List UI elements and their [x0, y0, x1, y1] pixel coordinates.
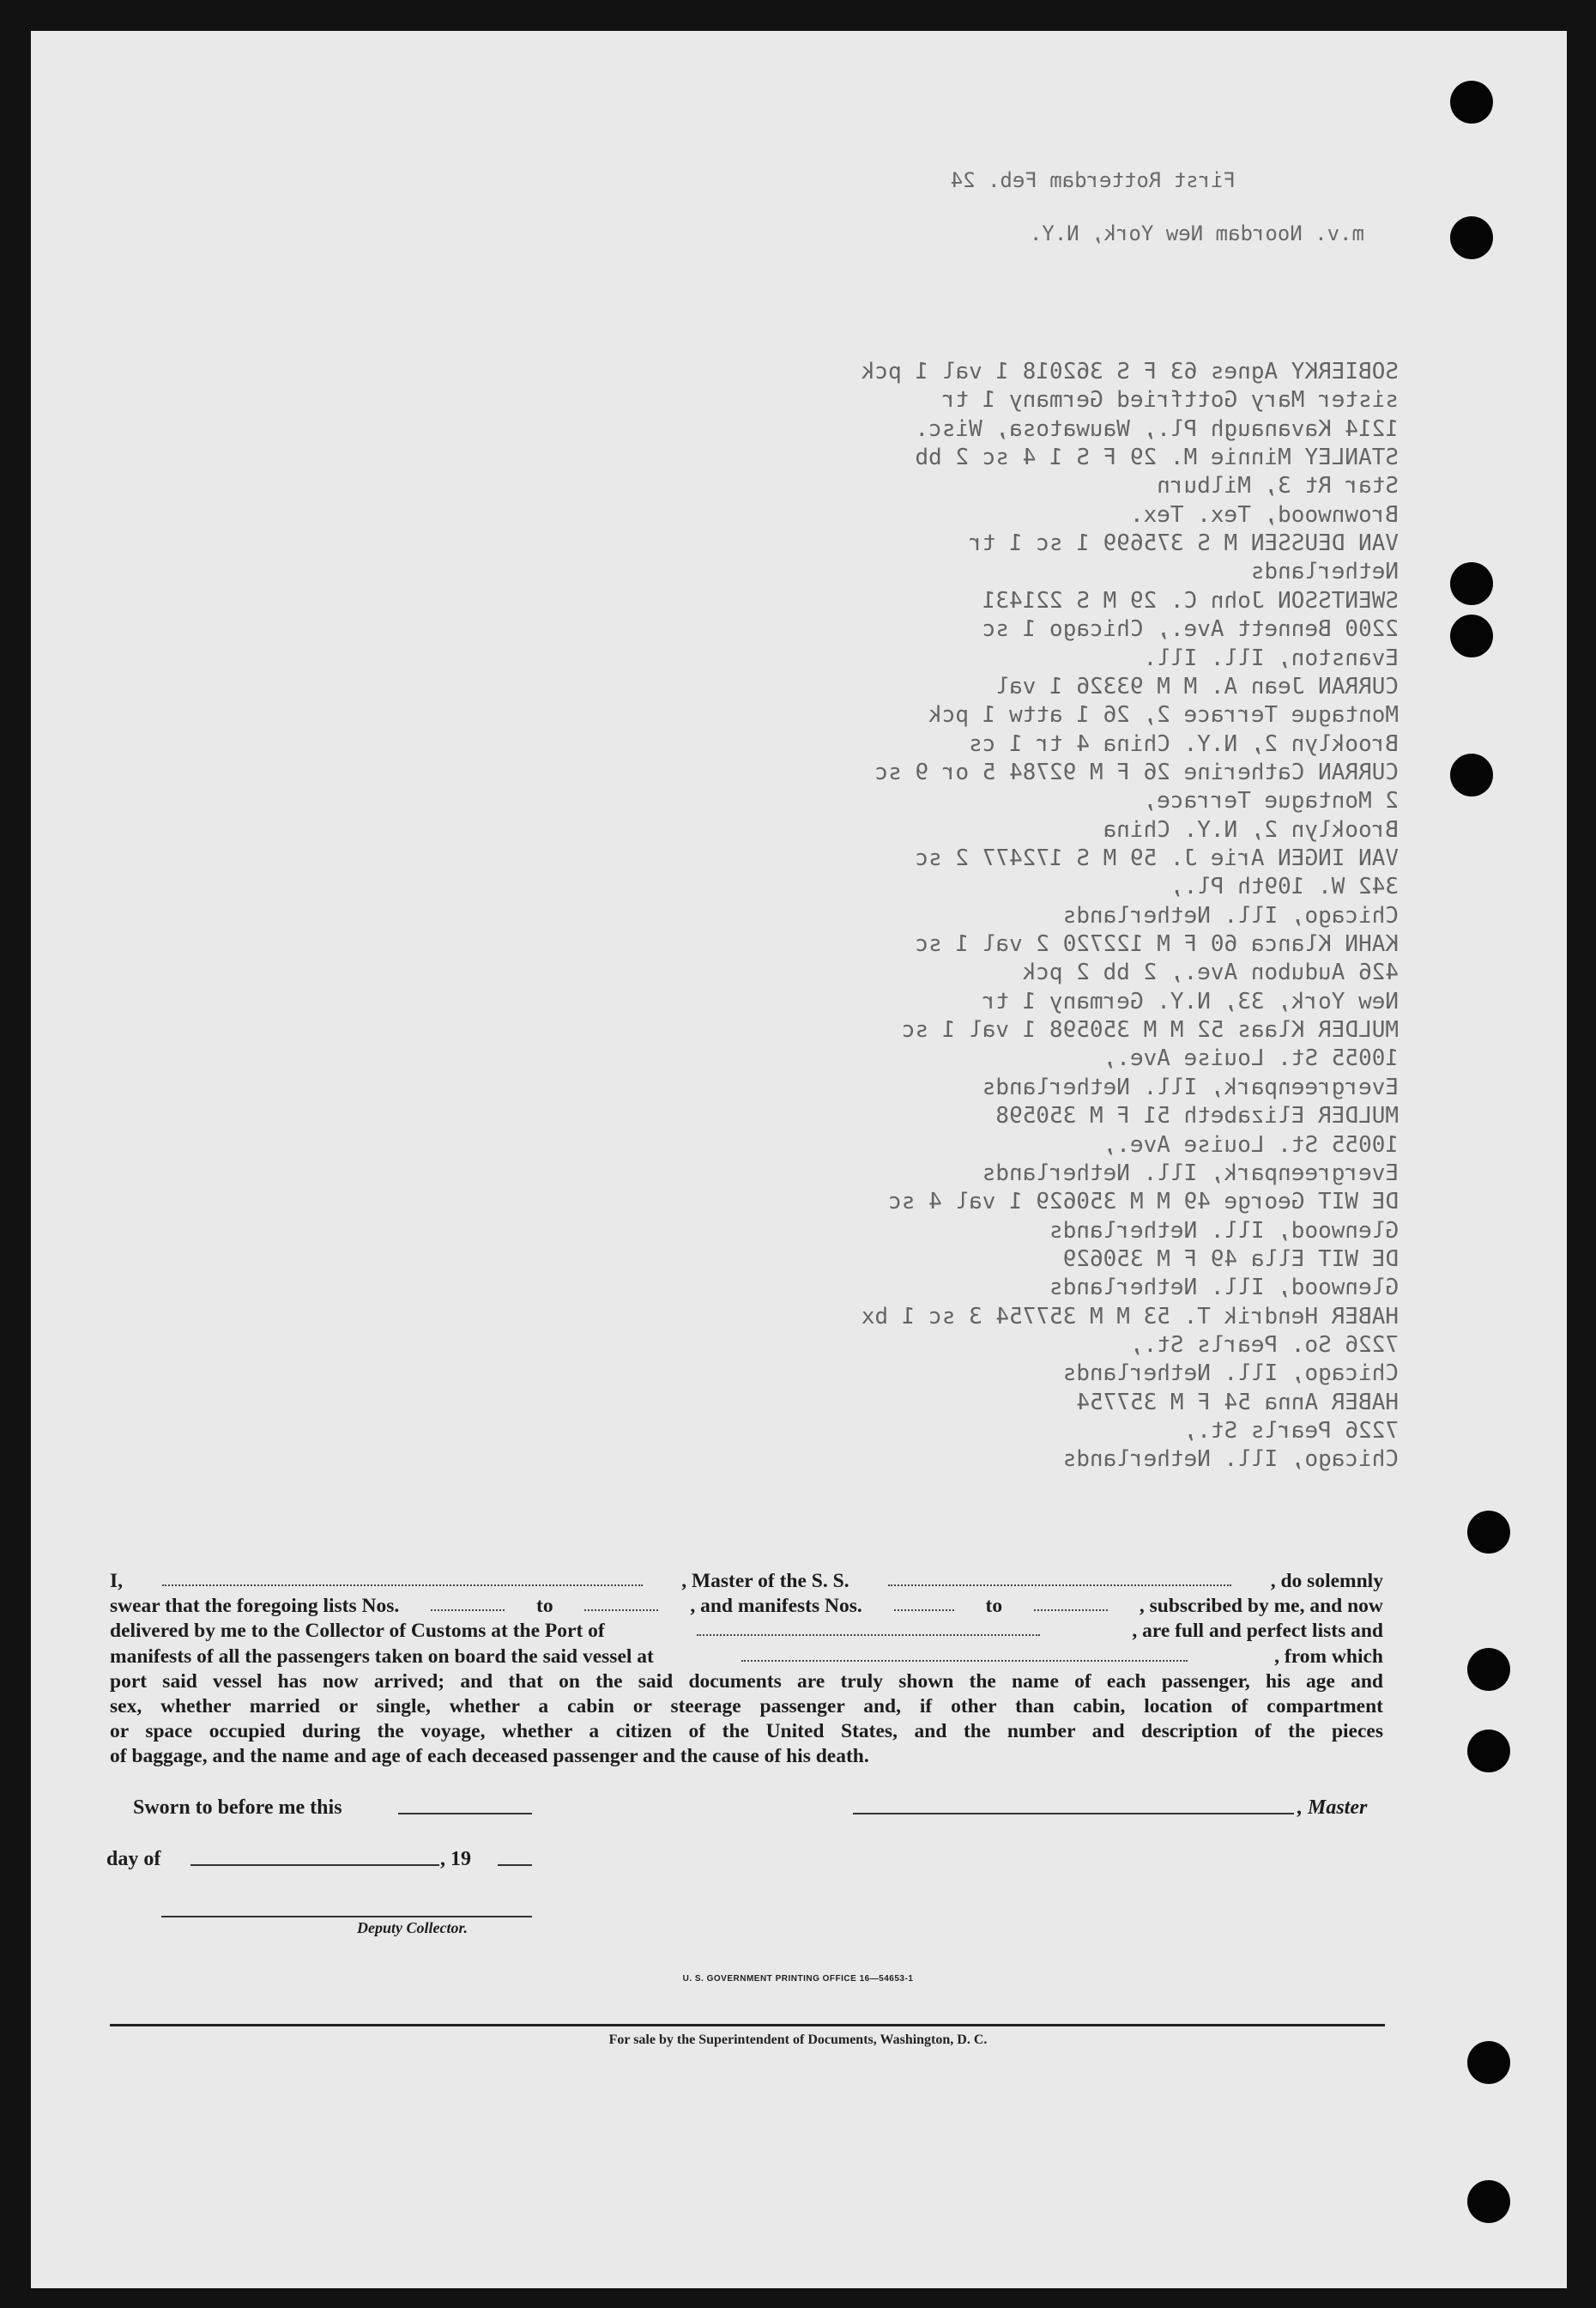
mirrored-entry-line: VAN DEUSSEN M S 375699 1 sc 1 tr [969, 530, 1399, 557]
oath-vessel-at: manifests of all the passengers taken on board the said vessel at [110, 1645, 654, 1668]
mirrored-entry-line: 7226 Pearls St., [1183, 1418, 1399, 1445]
mirrored-entry-line: MULDER Klaas 52 M M 350598 1 val 1 sc [901, 1017, 1399, 1044]
mirrored-entry-line: Netherlands [1250, 559, 1399, 585]
oath-line-5: port said vessel has now arrived; and that on the said documents are truly shown the name of each passenger, his age and [110, 1669, 1383, 1693]
mirrored-entry-line: CURRAN Jean A. M M 93326 1 val [995, 673, 1399, 700]
mirrored-entry-line: Evanston, Ill. Ill. [1143, 645, 1399, 671]
mirrored-entry-line: 2200 Bennett Ave., Chicago 1 sc [982, 616, 1399, 643]
mirrored-entry-line: MULDER Elizabeth 51 F M 350598 [995, 1103, 1399, 1130]
year-text: , 19 [440, 1848, 471, 1870]
mirrored-entry-line: Chicago, Ill. Netherlands [1062, 1360, 1399, 1387]
oath-do-solemnly: , do solemnly [1270, 1570, 1383, 1592]
oath-subscribed: , subscribed by me, and now [1139, 1595, 1383, 1618]
for-sale-notice: For sale by the Superintendent of Documents, Washington, D. C. [608, 2032, 988, 2047]
binder-hole [1467, 1648, 1510, 1691]
oath-port-of: delivered by me to the Collector of Customs at the Port of [110, 1620, 605, 1643]
oath-line-6: sex, whether married or single, whether a cabin or steerage passenger and, if other than cabin, location of compartment [110, 1695, 1383, 1718]
oath-paragraph [110, 1569, 1383, 1770]
manifest-from-field[interactable] [894, 1594, 954, 1611]
oath-line-2 [110, 1594, 1383, 1619]
oath-line-8: of baggage, and the name and age of each deceased passenger and the cause of his death. [110, 1745, 869, 1768]
mirrored-entry-line: SWENTSSON John C. 29 M S 221431 [982, 587, 1399, 614]
mirrored-entry-line: Glenwood, Ill. Netherlands [1049, 1217, 1399, 1244]
mirrored-entry-line: 1214 Kavanaugh Pl., Wauwatosa, Wisc. [915, 415, 1399, 442]
mirrored-entry-line: Evergreenpark, Ill. Netherlands [982, 1160, 1399, 1186]
list-from-field[interactable] [431, 1594, 505, 1611]
binder-hole [1467, 2180, 1510, 2223]
binder-hole [1450, 615, 1493, 657]
ship-name-field[interactable] [888, 1569, 1231, 1586]
binder-hole [1467, 1511, 1510, 1554]
day-of-label [106, 1848, 160, 1871]
port-field[interactable] [697, 1619, 1040, 1636]
binder-hole [1450, 81, 1493, 124]
year-field[interactable] [498, 1863, 532, 1866]
oath-to-1: to [536, 1595, 553, 1618]
oath-line-4 [110, 1645, 1383, 1669]
mirrored-entry-line: 426 Audubon Ave., 2 bb 2 pck [1022, 960, 1399, 986]
mirrored-entry-line: sister Mary Gottfried Germany 1 tr [941, 387, 1399, 414]
deputy-collector-text: Deputy Collector. [357, 1919, 468, 1936]
oath-line-7: or space occupied during the voyage, whether a citizen of the United States, and the number and description of the pieces [110, 1720, 1383, 1743]
master-label [1297, 1796, 1367, 1820]
mirrored-entry-line: DE WIT George 49 M M 350629 1 val 4 sc [888, 1189, 1399, 1215]
mirrored-entry-line: 7226 So. Pearls St., [1129, 1332, 1399, 1359]
oath-lists-nos: swear that the foregoing lists Nos. [110, 1595, 400, 1618]
mirrored-entry-line: 2 Montague Terrace, [1143, 788, 1399, 815]
binder-hole [1467, 1729, 1510, 1772]
mirrored-entry-line: 10055 St. Louise Ave., [1103, 1131, 1399, 1158]
mirrored-entry-line: 342 W. 109th Pl., [1170, 874, 1399, 900]
footer-rule [110, 2024, 1385, 2026]
mirrored-entry-line: KAHN Klanca 60 F M 122720 2 val 1 sc [915, 931, 1399, 958]
mirrored-entry-line: STANLEY Minnie M. 29 F S 1 4 sc 2 bb [915, 445, 1399, 471]
oath-line-3 [110, 1619, 1383, 1644]
oath-full-perfect: , are full and perfect lists and [1132, 1620, 1383, 1643]
manifest-to-field[interactable] [1034, 1594, 1108, 1611]
mirrored-entry-line: Brooklyn 2, N.Y. China [1103, 816, 1399, 843]
mirrored-entry-line: DE WIT Ella 49 F M 350629 [1062, 1245, 1399, 1272]
printing-office-mark: U. S. GOVERNMENT PRINTING OFFICE 16—54653-1 [682, 1974, 914, 1984]
mirrored-entry-line: Brownwood, Tex. Tex. [1129, 501, 1399, 528]
binder-hole [1450, 562, 1493, 605]
oath-manifests-nos: , and manifests Nos. [690, 1595, 862, 1618]
mirrored-entry-line: Evergreenpark, Ill. Netherlands [982, 1074, 1399, 1100]
master-signature-field[interactable] [853, 1811, 1294, 1814]
mirrored-entry-line: Chicago, Ill. Netherlands [1062, 1446, 1399, 1473]
mirrored-entry-line: CURRAN Catherine 26 F M 92784 5 or 9 sc [874, 759, 1399, 785]
binder-hole [1450, 216, 1493, 259]
mirrored-entry-line: 10055 St. Louise Ave., [1103, 1045, 1399, 1072]
mirrored-header-top: First Rotterdam Feb. 24 [950, 168, 1236, 192]
mirrored-entry-line: Montague Terrace 2, 26 1 attw 1 pck [928, 702, 1399, 729]
deputy-collector-signature-field[interactable] [161, 1914, 532, 1917]
sworn-text: Sworn to before me this [133, 1796, 342, 1819]
mirrored-entry-line: New York, 33, N.Y. Germany 1 tr [982, 988, 1399, 1015]
mirrored-entry-line: Star Rt 3, Milburn [1157, 473, 1399, 500]
deputy-collector-label [357, 1919, 468, 1937]
master-name-field[interactable] [162, 1569, 643, 1586]
oath-to-2: to [985, 1595, 1003, 1618]
oath-from-which: , from which [1274, 1645, 1383, 1668]
list-to-field[interactable] [584, 1594, 658, 1611]
sworn-date-field[interactable] [398, 1811, 532, 1814]
year-label [440, 1848, 471, 1871]
master-text: , Master [1297, 1796, 1368, 1819]
mirrored-header-ship: m.v. Noordam New York, N.Y. [1029, 221, 1364, 245]
mirrored-entry-line: HABER Hendrik T. 53 M M 357754 3 sc 1 bx [861, 1303, 1399, 1330]
oath-i: I, [110, 1570, 124, 1592]
day-month-field[interactable] [190, 1863, 439, 1866]
day-of-text: day of [106, 1848, 161, 1870]
oath-line-1 [110, 1569, 1383, 1594]
binder-hole [1450, 754, 1493, 797]
mirrored-entry-line: VAN INGEN Arie J. 59 M S 172477 2 sc [915, 845, 1399, 872]
mirrored-entry-line: Brooklyn 2, N.Y. China 4 tr 1 cs [969, 730, 1399, 757]
departure-port-field[interactable] [741, 1645, 1188, 1662]
mirrored-entry-line: Chicago, Ill. Netherlands [1062, 902, 1399, 929]
mirrored-entry-line: SOBIERKY Agnes 63 F S 362018 1 val 1 pck [861, 359, 1399, 385]
mirrored-entry-line: HABER Anna 54 F M 357754 [1076, 1389, 1399, 1415]
sworn-label [133, 1796, 342, 1820]
mirrored-entry-line: Glenwood, Ill. Netherlands [1049, 1275, 1399, 1301]
oath-master-of-ss: , Master of the S. S. [681, 1570, 849, 1592]
manifest-page [31, 31, 1567, 2288]
